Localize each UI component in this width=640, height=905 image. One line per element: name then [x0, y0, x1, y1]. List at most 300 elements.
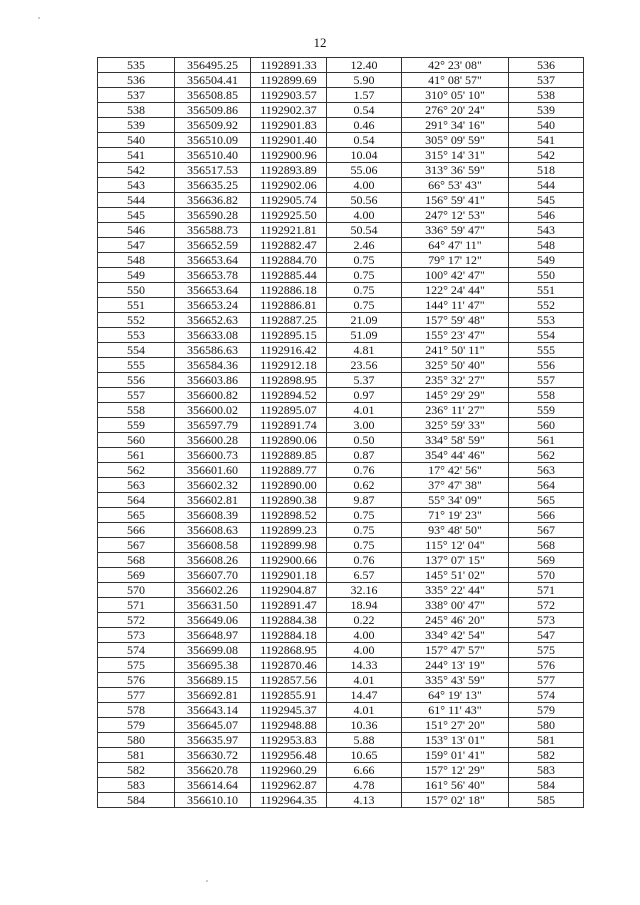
y-coordinate-cell: 1192895.15: [251, 328, 327, 343]
table-row: [98, 448, 584, 463]
bearing-cell: 305° 09' 59": [402, 133, 509, 148]
distance-cell: 2.46: [327, 238, 402, 253]
y-coordinate-cell: 1192884.38: [251, 613, 327, 628]
next-point-cell: 549: [509, 253, 584, 268]
point-number-cell: 584: [98, 793, 175, 808]
next-point-cell: 558: [509, 388, 584, 403]
bearing-cell: 336° 59' 47": [402, 223, 509, 238]
bearing-cell: 159° 01' 41": [402, 748, 509, 763]
table-row: [98, 373, 584, 388]
table-row: [98, 493, 584, 508]
next-point-cell: 548: [509, 238, 584, 253]
y-coordinate-cell: 1192901.18: [251, 568, 327, 583]
y-coordinate-cell: 1192890.00: [251, 478, 327, 493]
next-point-cell: 575: [509, 643, 584, 658]
x-coordinate-cell: 356509.92: [175, 118, 251, 133]
x-coordinate-cell: 356652.63: [175, 313, 251, 328]
x-coordinate-cell: 356653.78: [175, 268, 251, 283]
distance-cell: 4.00: [327, 208, 402, 223]
next-point-cell: 543: [509, 223, 584, 238]
table-row: [98, 628, 584, 643]
point-number-cell: 548: [98, 253, 175, 268]
x-coordinate-cell: 356504.41: [175, 73, 251, 88]
y-coordinate-cell: 1192916.42: [251, 343, 327, 358]
point-number-cell: 559: [98, 418, 175, 433]
next-point-cell: 559: [509, 403, 584, 418]
next-point-cell: 518: [509, 163, 584, 178]
distance-cell: 4.00: [327, 628, 402, 643]
y-coordinate-cell: 1192902.06: [251, 178, 327, 193]
y-coordinate-cell: 1192898.52: [251, 508, 327, 523]
x-coordinate-cell: 356635.97: [175, 733, 251, 748]
table-row: [98, 748, 584, 763]
next-point-cell: 556: [509, 358, 584, 373]
y-coordinate-cell: 1192901.83: [251, 118, 327, 133]
distance-cell: 0.54: [327, 133, 402, 148]
table-row: [98, 193, 584, 208]
next-point-cell: 540: [509, 118, 584, 133]
bearing-cell: 334° 42' 54": [402, 628, 509, 643]
y-coordinate-cell: 1192891.74: [251, 418, 327, 433]
table-row: [98, 388, 584, 403]
bearing-cell: 244° 13' 19": [402, 658, 509, 673]
point-number-cell: 561: [98, 448, 175, 463]
y-coordinate-cell: 1192899.98: [251, 538, 327, 553]
point-number-cell: 583: [98, 778, 175, 793]
bearing-cell: 325° 59' 33": [402, 418, 509, 433]
bearing-cell: 66° 53' 43": [402, 178, 509, 193]
next-point-cell: 561: [509, 433, 584, 448]
next-point-cell: 546: [509, 208, 584, 223]
distance-cell: 0.76: [327, 463, 402, 478]
table-row: [98, 568, 584, 583]
next-point-cell: 553: [509, 313, 584, 328]
bearing-cell: 100° 42' 47": [402, 268, 509, 283]
next-point-cell: 538: [509, 88, 584, 103]
point-number-cell: 567: [98, 538, 175, 553]
distance-cell: 5.37: [327, 373, 402, 388]
table-row: [98, 673, 584, 688]
next-point-cell: 547: [509, 628, 584, 643]
y-coordinate-cell: 1192855.91: [251, 688, 327, 703]
table-row: [98, 538, 584, 553]
table-row: [98, 268, 584, 283]
point-number-cell: 551: [98, 298, 175, 313]
x-coordinate-cell: 356635.25: [175, 178, 251, 193]
x-coordinate-cell: 356602.26: [175, 583, 251, 598]
y-coordinate-cell: 1192890.38: [251, 493, 327, 508]
distance-cell: 50.56: [327, 193, 402, 208]
x-coordinate-cell: 356649.06: [175, 613, 251, 628]
bearing-cell: 245° 46' 20": [402, 613, 509, 628]
y-coordinate-cell: 1192903.57: [251, 88, 327, 103]
bearing-cell: 335° 43' 59": [402, 673, 509, 688]
x-coordinate-cell: 356610.10: [175, 793, 251, 808]
point-number-cell: 558: [98, 403, 175, 418]
y-coordinate-cell: 1192899.69: [251, 73, 327, 88]
bearing-cell: 157° 12' 29": [402, 763, 509, 778]
bearing-cell: 236° 11' 27": [402, 403, 509, 418]
y-coordinate-cell: 1192895.07: [251, 403, 327, 418]
y-coordinate-cell: 1192891.33: [251, 58, 327, 73]
distance-cell: 4.00: [327, 178, 402, 193]
x-coordinate-cell: 356601.60: [175, 463, 251, 478]
x-coordinate-cell: 356602.32: [175, 478, 251, 493]
point-number-cell: 543: [98, 178, 175, 193]
table-row: [98, 313, 584, 328]
distance-cell: 3.00: [327, 418, 402, 433]
x-coordinate-cell: 356510.09: [175, 133, 251, 148]
distance-cell: 51.09: [327, 328, 402, 343]
bearing-cell: 247° 12' 53": [402, 208, 509, 223]
x-coordinate-cell: 356653.24: [175, 298, 251, 313]
y-coordinate-cell: 1192899.23: [251, 523, 327, 538]
point-number-cell: 537: [98, 88, 175, 103]
next-point-cell: 585: [509, 793, 584, 808]
bearing-cell: 17° 42' 56": [402, 463, 509, 478]
table-row: [98, 658, 584, 673]
next-point-cell: 581: [509, 733, 584, 748]
bearing-cell: 156° 59' 41": [402, 193, 509, 208]
distance-cell: 1.57: [327, 88, 402, 103]
bearing-cell: 137° 07' 15": [402, 553, 509, 568]
y-coordinate-cell: 1192887.25: [251, 313, 327, 328]
distance-cell: 9.87: [327, 493, 402, 508]
point-number-cell: 557: [98, 388, 175, 403]
point-number-cell: 562: [98, 463, 175, 478]
table-row: [98, 508, 584, 523]
distance-cell: 4.01: [327, 703, 402, 718]
bearing-cell: 276° 20' 24": [402, 103, 509, 118]
x-coordinate-cell: 356689.15: [175, 673, 251, 688]
table-row: [98, 718, 584, 733]
y-coordinate-cell: 1192898.95: [251, 373, 327, 388]
distance-cell: 0.87: [327, 448, 402, 463]
bearing-cell: 241° 50' 11": [402, 343, 509, 358]
table-row: [98, 163, 584, 178]
point-number-cell: 552: [98, 313, 175, 328]
y-coordinate-cell: 1192894.52: [251, 388, 327, 403]
point-number-cell: 544: [98, 193, 175, 208]
distance-cell: 12.40: [327, 58, 402, 73]
table-row: [98, 433, 584, 448]
point-number-cell: 575: [98, 658, 175, 673]
x-coordinate-cell: 356620.78: [175, 763, 251, 778]
x-coordinate-cell: 356607.70: [175, 568, 251, 583]
y-coordinate-cell: 1192893.89: [251, 163, 327, 178]
bearing-cell: 79° 17' 12": [402, 253, 509, 268]
point-number-cell: 547: [98, 238, 175, 253]
next-point-cell: 565: [509, 493, 584, 508]
point-number-cell: 581: [98, 748, 175, 763]
distance-cell: 4.13: [327, 793, 402, 808]
y-coordinate-cell: 1192884.18: [251, 628, 327, 643]
x-coordinate-cell: 356608.39: [175, 508, 251, 523]
x-coordinate-cell: 356692.81: [175, 688, 251, 703]
point-number-cell: 565: [98, 508, 175, 523]
y-coordinate-cell: 1192960.29: [251, 763, 327, 778]
distance-cell: 0.75: [327, 538, 402, 553]
distance-cell: 0.75: [327, 523, 402, 538]
table-row: [98, 88, 584, 103]
bearing-cell: 310° 05' 10": [402, 88, 509, 103]
table-row: [98, 298, 584, 313]
next-point-cell: 550: [509, 268, 584, 283]
point-number-cell: 540: [98, 133, 175, 148]
table-row: [98, 358, 584, 373]
bearing-cell: 93° 48' 50": [402, 523, 509, 538]
next-point-cell: 560: [509, 418, 584, 433]
next-point-cell: 573: [509, 613, 584, 628]
bearing-cell: 151° 27' 20": [402, 718, 509, 733]
table-row: [98, 583, 584, 598]
bearing-cell: 235° 32' 27": [402, 373, 509, 388]
point-number-cell: 549: [98, 268, 175, 283]
x-coordinate-cell: 356510.40: [175, 148, 251, 163]
scan-speck: [38, 17, 40, 19]
y-coordinate-cell: 1192889.77: [251, 463, 327, 478]
next-point-cell: 576: [509, 658, 584, 673]
next-point-cell: 574: [509, 688, 584, 703]
table-row: [98, 763, 584, 778]
bearing-cell: 71° 19' 23": [402, 508, 509, 523]
x-coordinate-cell: 356652.59: [175, 238, 251, 253]
next-point-cell: 545: [509, 193, 584, 208]
point-number-cell: 579: [98, 718, 175, 733]
table-row: [98, 598, 584, 613]
point-number-cell: 564: [98, 493, 175, 508]
bearing-cell: 37° 47' 38": [402, 478, 509, 493]
point-number-cell: 536: [98, 73, 175, 88]
bearing-cell: 157° 02' 18": [402, 793, 509, 808]
distance-cell: 23.56: [327, 358, 402, 373]
table-row: [98, 703, 584, 718]
x-coordinate-cell: 356608.58: [175, 538, 251, 553]
y-coordinate-cell: 1192905.74: [251, 193, 327, 208]
distance-cell: 32.16: [327, 583, 402, 598]
point-number-cell: 572: [98, 613, 175, 628]
distance-cell: 0.75: [327, 253, 402, 268]
x-coordinate-cell: 356586.63: [175, 343, 251, 358]
distance-cell: 0.75: [327, 298, 402, 313]
point-number-cell: 541: [98, 148, 175, 163]
x-coordinate-cell: 356600.73: [175, 448, 251, 463]
next-point-cell: 542: [509, 148, 584, 163]
next-point-cell: 551: [509, 283, 584, 298]
bearing-cell: 315° 14' 31": [402, 148, 509, 163]
distance-cell: 18.94: [327, 598, 402, 613]
next-point-cell: 555: [509, 343, 584, 358]
point-number-cell: 538: [98, 103, 175, 118]
table-row: [98, 208, 584, 223]
distance-cell: 4.78: [327, 778, 402, 793]
x-coordinate-cell: 356509.86: [175, 103, 251, 118]
distance-cell: 21.09: [327, 313, 402, 328]
table-row: [98, 133, 584, 148]
y-coordinate-cell: 1192962.87: [251, 778, 327, 793]
point-number-cell: 555: [98, 358, 175, 373]
distance-cell: 4.81: [327, 343, 402, 358]
point-number-cell: 570: [98, 583, 175, 598]
bearing-cell: 145° 29' 29": [402, 388, 509, 403]
x-coordinate-cell: 356653.64: [175, 253, 251, 268]
next-point-cell: 537: [509, 73, 584, 88]
point-number-cell: 571: [98, 598, 175, 613]
point-number-cell: 576: [98, 673, 175, 688]
next-point-cell: 541: [509, 133, 584, 148]
next-point-cell: 577: [509, 673, 584, 688]
x-coordinate-cell: 356517.53: [175, 163, 251, 178]
table-row: [98, 733, 584, 748]
bearing-cell: 313° 36' 59": [402, 163, 509, 178]
point-number-cell: 577: [98, 688, 175, 703]
distance-cell: 0.54: [327, 103, 402, 118]
table-row: [98, 523, 584, 538]
y-coordinate-cell: 1192964.35: [251, 793, 327, 808]
distance-cell: 10.36: [327, 718, 402, 733]
bearing-cell: 145° 51' 02": [402, 568, 509, 583]
x-coordinate-cell: 356648.97: [175, 628, 251, 643]
next-point-cell: 583: [509, 763, 584, 778]
next-point-cell: 567: [509, 523, 584, 538]
distance-cell: 4.01: [327, 673, 402, 688]
distance-cell: 0.76: [327, 553, 402, 568]
table-row: [98, 343, 584, 358]
point-number-cell: 568: [98, 553, 175, 568]
table-row: [98, 613, 584, 628]
x-coordinate-cell: 356630.72: [175, 748, 251, 763]
x-coordinate-cell: 356495.25: [175, 58, 251, 73]
point-number-cell: 550: [98, 283, 175, 298]
distance-cell: 5.90: [327, 73, 402, 88]
point-number-cell: 573: [98, 628, 175, 643]
table-body: [98, 58, 584, 808]
x-coordinate-cell: 356584.36: [175, 358, 251, 373]
next-point-cell: 582: [509, 748, 584, 763]
x-coordinate-cell: 356608.63: [175, 523, 251, 538]
distance-cell: 0.75: [327, 508, 402, 523]
next-point-cell: 536: [509, 58, 584, 73]
bearing-cell: 335° 22' 44": [402, 583, 509, 598]
table-row: [98, 463, 584, 478]
next-point-cell: 569: [509, 553, 584, 568]
point-number-cell: 554: [98, 343, 175, 358]
next-point-cell: 566: [509, 508, 584, 523]
point-number-cell: 560: [98, 433, 175, 448]
point-number-cell: 553: [98, 328, 175, 343]
bearing-cell: 115° 12' 04": [402, 538, 509, 553]
next-point-cell: 572: [509, 598, 584, 613]
y-coordinate-cell: 1192884.70: [251, 253, 327, 268]
point-number-cell: 569: [98, 568, 175, 583]
x-coordinate-cell: 356600.28: [175, 433, 251, 448]
bearing-cell: 64° 47' 11": [402, 238, 509, 253]
point-number-cell: 566: [98, 523, 175, 538]
y-coordinate-cell: 1192857.56: [251, 673, 327, 688]
table-row: [98, 283, 584, 298]
y-coordinate-cell: 1192948.88: [251, 718, 327, 733]
y-coordinate-cell: 1192891.47: [251, 598, 327, 613]
bearing-cell: 155° 23' 47": [402, 328, 509, 343]
bearing-cell: 354° 44' 46": [402, 448, 509, 463]
distance-cell: 0.75: [327, 283, 402, 298]
point-number-cell: 563: [98, 478, 175, 493]
bearing-cell: 334° 58' 59": [402, 433, 509, 448]
y-coordinate-cell: 1192925.50: [251, 208, 327, 223]
table-row: [98, 793, 584, 808]
distance-cell: 50.54: [327, 223, 402, 238]
table-row: [98, 178, 584, 193]
y-coordinate-cell: 1192882.47: [251, 238, 327, 253]
table-row: [98, 403, 584, 418]
next-point-cell: 557: [509, 373, 584, 388]
x-coordinate-cell: 356597.79: [175, 418, 251, 433]
page-number: 12: [313, 35, 327, 50]
next-point-cell: 571: [509, 583, 584, 598]
next-point-cell: 563: [509, 463, 584, 478]
table-row: [98, 103, 584, 118]
bearing-cell: 325° 50' 40": [402, 358, 509, 373]
distance-cell: 5.88: [327, 733, 402, 748]
distance-cell: 4.00: [327, 643, 402, 658]
table-row: [98, 148, 584, 163]
distance-cell: 0.75: [327, 268, 402, 283]
point-number-cell: 539: [98, 118, 175, 133]
table-row: [98, 223, 584, 238]
bearing-cell: 122° 24' 44": [402, 283, 509, 298]
y-coordinate-cell: 1192900.96: [251, 148, 327, 163]
table-row: [98, 643, 584, 658]
y-coordinate-cell: 1192904.87: [251, 583, 327, 598]
table-row: [98, 688, 584, 703]
x-coordinate-cell: 356645.07: [175, 718, 251, 733]
next-point-cell: 562: [509, 448, 584, 463]
table-row: [98, 328, 584, 343]
point-number-cell: 574: [98, 643, 175, 658]
bearing-cell: 161° 56' 40": [402, 778, 509, 793]
next-point-cell: 552: [509, 298, 584, 313]
point-number-cell: 542: [98, 163, 175, 178]
distance-cell: 0.97: [327, 388, 402, 403]
next-point-cell: 570: [509, 568, 584, 583]
y-coordinate-cell: 1192868.95: [251, 643, 327, 658]
distance-cell: 6.66: [327, 763, 402, 778]
distance-cell: 10.65: [327, 748, 402, 763]
x-coordinate-cell: 356600.82: [175, 388, 251, 403]
x-coordinate-cell: 356633.08: [175, 328, 251, 343]
point-number-cell: 556: [98, 373, 175, 388]
point-number-cell: 580: [98, 733, 175, 748]
y-coordinate-cell: 1192889.85: [251, 448, 327, 463]
y-coordinate-cell: 1192870.46: [251, 658, 327, 673]
x-coordinate-cell: 356631.50: [175, 598, 251, 613]
x-coordinate-cell: 356695.38: [175, 658, 251, 673]
x-coordinate-cell: 356608.26: [175, 553, 251, 568]
y-coordinate-cell: 1192886.81: [251, 298, 327, 313]
next-point-cell: 584: [509, 778, 584, 793]
next-point-cell: 544: [509, 178, 584, 193]
distance-cell: 4.01: [327, 403, 402, 418]
coordinates-table: [97, 57, 584, 808]
table-row: [98, 238, 584, 253]
point-number-cell: 545: [98, 208, 175, 223]
bearing-cell: 64° 19' 13": [402, 688, 509, 703]
y-coordinate-cell: 1192900.66: [251, 553, 327, 568]
y-coordinate-cell: 1192885.44: [251, 268, 327, 283]
y-coordinate-cell: 1192921.81: [251, 223, 327, 238]
distance-cell: 10.04: [327, 148, 402, 163]
x-coordinate-cell: 356614.64: [175, 778, 251, 793]
